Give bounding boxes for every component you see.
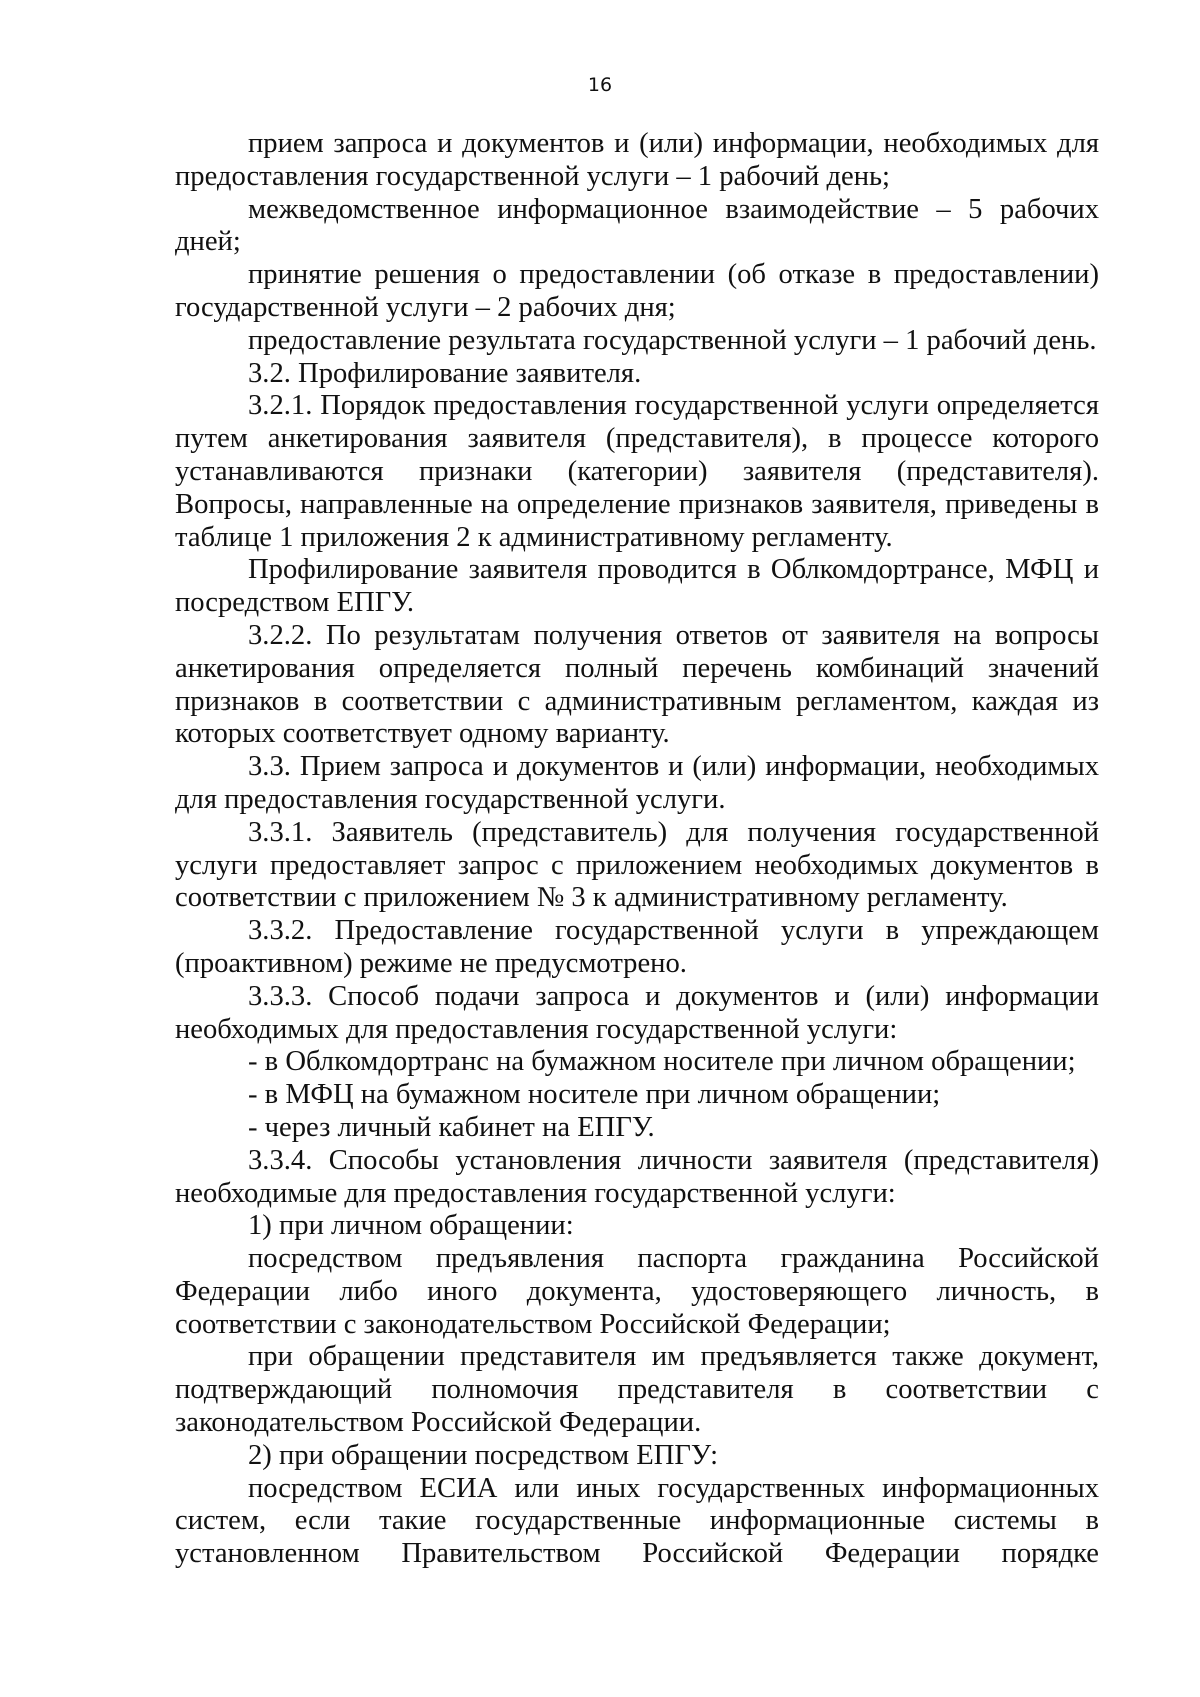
paragraph: межведомственное информационное взаимодействие – 5 рабочих дней; — [175, 193, 1099, 258]
paragraph: 3.2.2. По результатам получения ответов от заявителя на вопросы анкетирования определяется полный перечень комбинаций значений признаков в соответствии с административным регламентом, каждая из которых соответствует одному варианту. — [175, 619, 1099, 750]
paragraph: 3.2.1. Порядок предоставления государственной услуги определяется путем анкетирования заявителя (представителя), в процессе которого устанавливаются признаки (категории) заявителя (представителя). Вопросы, направленные на определение признаков заявителя, приведены в таблице 1 приложения 2 к административному регламенту. — [175, 390, 1099, 553]
paragraph: при обращении представителя им предъявляется также документ, подтверждающий полномочия представителя в соответствии с законодательством Российской Федерации. — [175, 1341, 1099, 1439]
paragraph: посредством предъявления паспорта гражданина Российской Федерации либо иного документа, удостоверяющего личность, в соответствии с законодательством Российской Федерации; — [175, 1243, 1099, 1340]
page-number: 16 — [587, 74, 613, 96]
paragraph: предоставление результата государственной услуги – 1 рабочий день. — [248, 324, 1097, 356]
list-item: 1) при личном обращении: — [248, 1210, 574, 1242]
section-heading: 3.3. Прием запроса и документов и (или) информации, необходимых для предоставления государственной услуги. — [175, 751, 1099, 815]
paragraph: 3.3.1. Заявитель (представитель) для получения государственной услуги предоставляет запрос с приложением необходимых документов в соответствии с приложением № 3 к административному регламенту. — [175, 816, 1099, 914]
paragraph: 3.3.4. Способы установления личности заявителя (представителя) необходимые для предоставления государственной услуги: — [175, 1144, 1099, 1209]
list-item: 2) при обращении посредством ЕПГУ: — [248, 1439, 719, 1471]
paragraph: прием запроса и документов и (или) информации, необходимых для предоставления государственной услуги – 1 рабочий день; — [175, 128, 1099, 192]
list-item: - в Облкомдортранс на бумажном носителе при личном обращении; — [248, 1046, 1076, 1078]
section-heading: 3.2. Профилирование заявителя. — [248, 357, 642, 389]
list-item: - через личный кабинет на ЕПГУ. — [248, 1111, 655, 1143]
paragraph: Профилирование заявителя проводится в Облкомдортрансе, МФЦ и посредством ЕПГУ. — [175, 554, 1099, 619]
paragraph: 3.3.2. Предоставление государственной услуги в упреждающем (проактивном) режиме не предусмотрено. — [175, 915, 1099, 979]
paragraph: принятие решения о предоставлении (об отказе в предоставлении) государственной услуги – 2 рабочих дня; — [175, 259, 1099, 323]
document-body — [175, 128, 1099, 1571]
paragraph: 3.3.3. Способ подачи запроса и документов и (или) информации необходимых для предоставления государственной услуги: — [175, 980, 1099, 1045]
paragraph: посредством ЕСИА или иных государственных информационных систем, если такие государственные информационные системы в установленном Правительством Российской Федерации порядке — [175, 1472, 1099, 1570]
list-item: - в МФЦ на бумажном носителе при личном обращении; — [248, 1079, 941, 1111]
